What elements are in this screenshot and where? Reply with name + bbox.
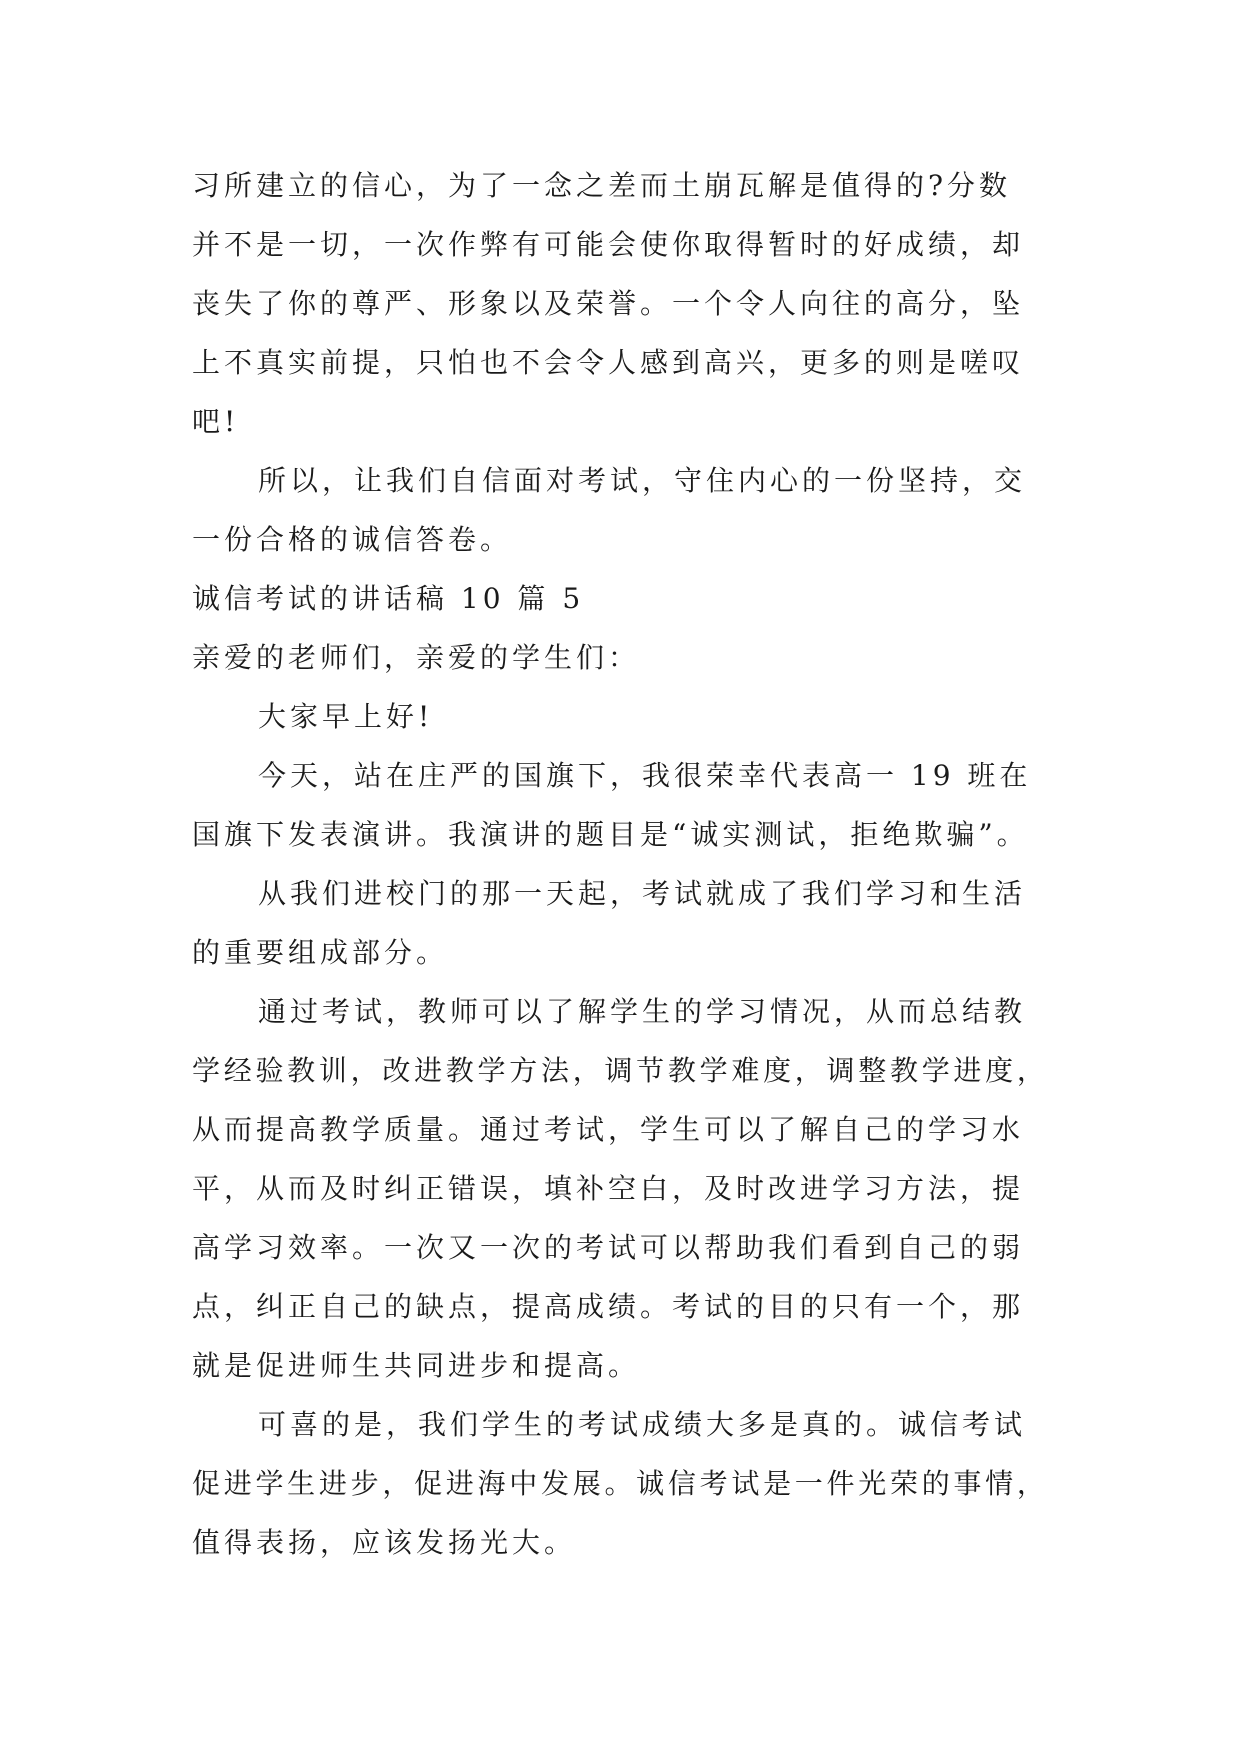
text-line: 一份合格的诚信答卷。 xyxy=(192,523,513,556)
text-line: 从我们进校门的那一天起，考试就成了我们学习和生活 xyxy=(258,877,1027,910)
text-line: 点，纠正自己的缺点，提高成绩。考试的目的只有一个，那 xyxy=(192,1290,1025,1323)
text-line: 可喜的是，我们学生的考试成绩大多是真的。诚信考试 xyxy=(258,1408,1027,1441)
text-line: 亲爱的老师们，亲爱的学生们： xyxy=(192,641,641,674)
text-line: 通过考试，教师可以了解学生的学习情况，从而总结教 xyxy=(258,995,1027,1028)
text-line: 大家早上好! xyxy=(258,700,434,733)
text-line: 吧! xyxy=(192,405,240,438)
text-line: 习所建立的信心，为了一念之差而土崩瓦解是值得的?分数 xyxy=(192,169,1012,202)
text-line: 值得表扬，应该发扬光大。 xyxy=(192,1526,577,1559)
text-line: 平，从而及时纠正错误，填补空白，及时改进学习方法，提 xyxy=(192,1172,1025,1205)
text-line: 促进学生进步，促进海中发展。诚信考试是一件光荣的事情， xyxy=(192,1467,1049,1500)
text-line: 就是促进师生共同进步和提高。 xyxy=(192,1349,641,1382)
text-line: 今天，站在庄严的国旗下，我很荣幸代表高一 19 班在 xyxy=(258,759,1032,792)
text-line: 丧失了你的尊严、形象以及荣誉。一个令人向往的高分，坠 xyxy=(192,287,1025,320)
text-line: 诚信考试的讲话稿 10 篇 5 xyxy=(192,582,585,615)
text-line: 学经验教训，改进教学方法，调节教学难度，调整教学进度， xyxy=(192,1054,1049,1087)
text-line: 从而提高教学质量。通过考试，学生可以了解自己的学习水 xyxy=(192,1113,1025,1146)
text-line: 国旗下发表演讲。我演讲的题目是“诚实测试，拒绝欺骗”。 xyxy=(192,818,1029,851)
text-line: 上不真实前提，只怕也不会令人感到高兴，更多的则是嗟叹 xyxy=(192,346,1025,379)
text-line: 的重要组成部分。 xyxy=(192,936,449,969)
document-body xyxy=(192,156,1054,1572)
text-line: 高学习效率。一次又一次的考试可以帮助我们看到自己的弱 xyxy=(192,1231,1025,1264)
text-line: 所以，让我们自信面对考试，守住内心的一份坚持，交 xyxy=(258,464,1027,497)
text-line: 并不是一切，一次作弊有可能会使你取得暂时的好成绩，却 xyxy=(192,228,1025,261)
